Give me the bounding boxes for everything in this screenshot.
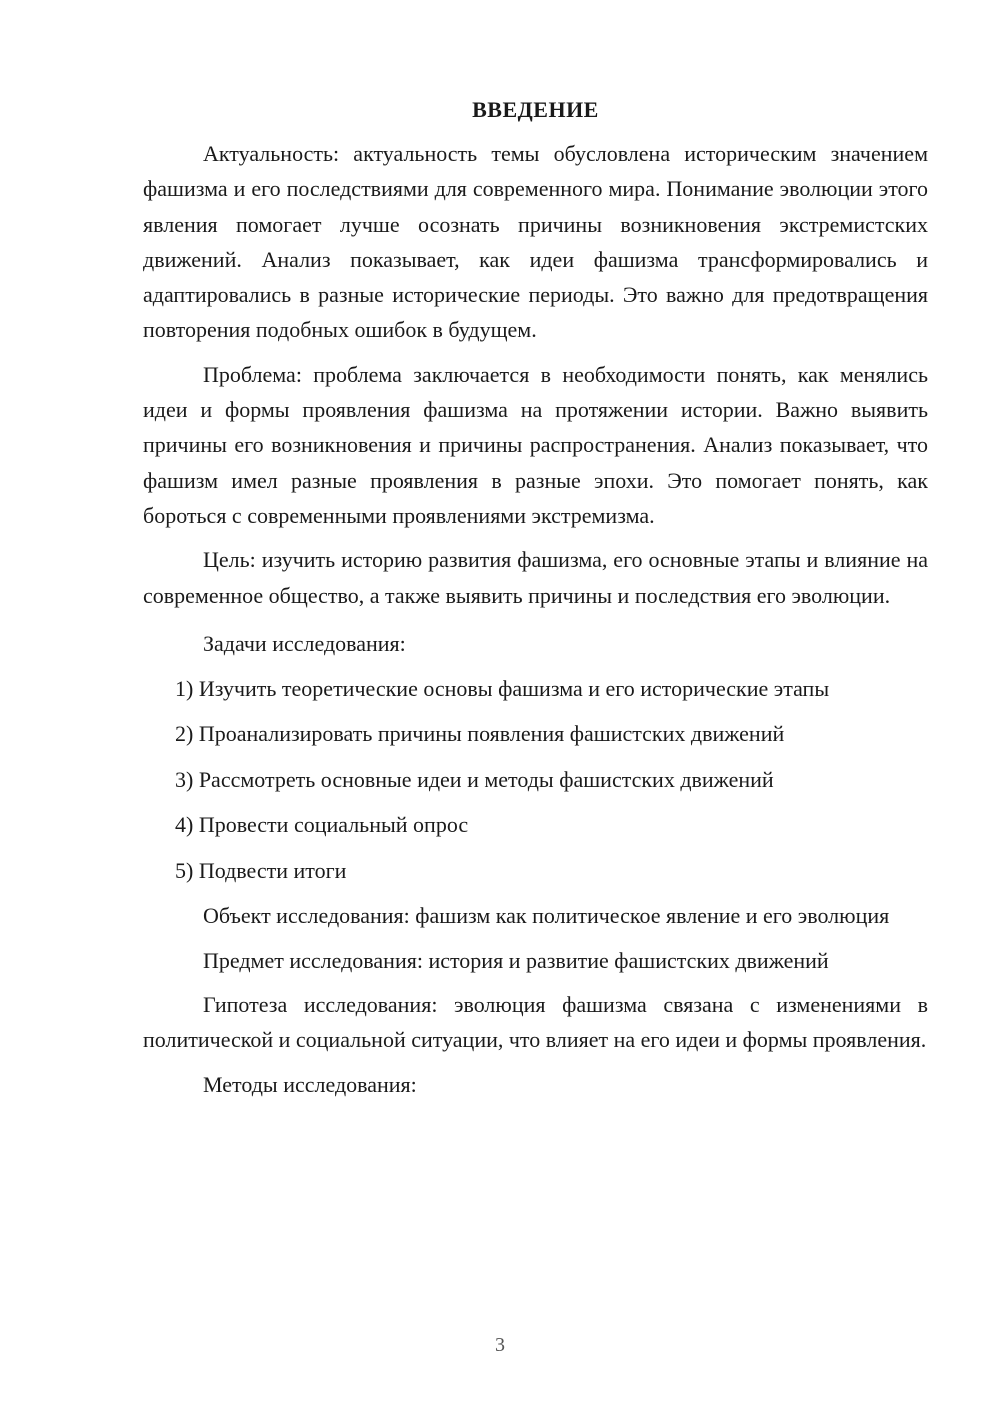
- list-item: 5) Подвести итоги: [175, 857, 347, 883]
- tasks-list: [143, 671, 928, 888]
- object-paragraph: Объект исследования: фашизм как политическое явление и его эволюция: [203, 903, 890, 929]
- subject-paragraph: Предмет исследования: история и развитие фашистских движений: [203, 947, 829, 973]
- tasks-heading: Задачи исследования:: [203, 630, 406, 656]
- list-item: 2) Проанализировать причины появления фашистских движений: [175, 721, 785, 747]
- hypothesis-paragraph: Гипотеза исследования: эволюция фашизма связана с изменениями в политической и социальной ситуации, что влияет на его идеи и формы проявления.: [143, 991, 928, 1053]
- list-item: 3) Рассмотреть основные идеи и методы фашистских движений: [175, 766, 774, 792]
- section-title: ВВЕДЕНИЕ: [472, 97, 599, 122]
- document-page: [143, 95, 928, 1102]
- problem-paragraph: Проблема: проблема заключается в необходимости понять, как менялись идеи и формы проявления фашизма на протяжении истории. Важно выявить причины его возникновения и причины распространения. Анализ показывает, что фашизм имел разные проявления в разные эпохи. Это помогает понять, как бороться с современными проявлениями экстремизма.: [143, 361, 928, 528]
- list-item: 4) Провести социальный опрос: [175, 812, 469, 838]
- relevance-paragraph: Актуальность: актуальность темы обусловлена историческим значением фашизма и его последствиями для современного мира. Понимание эволюции этого явления помогает лучше осознать причины возникновения экстремистских движений. Анализ показывает, как идеи фашизма трансформировались и адаптировались в разные исторические периоды. Это важно для предотвращения повторения подобных ошибок в будущем.: [143, 141, 928, 343]
- methods-heading: Методы исследования:: [203, 1071, 417, 1097]
- page-number: 3: [495, 1334, 505, 1356]
- list-item: 1) Изучить теоретические основы фашизма и его исторические этапы: [175, 675, 830, 701]
- goal-paragraph: Цель: изучить историю развития фашизма, его основные этапы и влияние на современное общество, а также выявить причины и последствия его эволюции.: [143, 547, 928, 608]
